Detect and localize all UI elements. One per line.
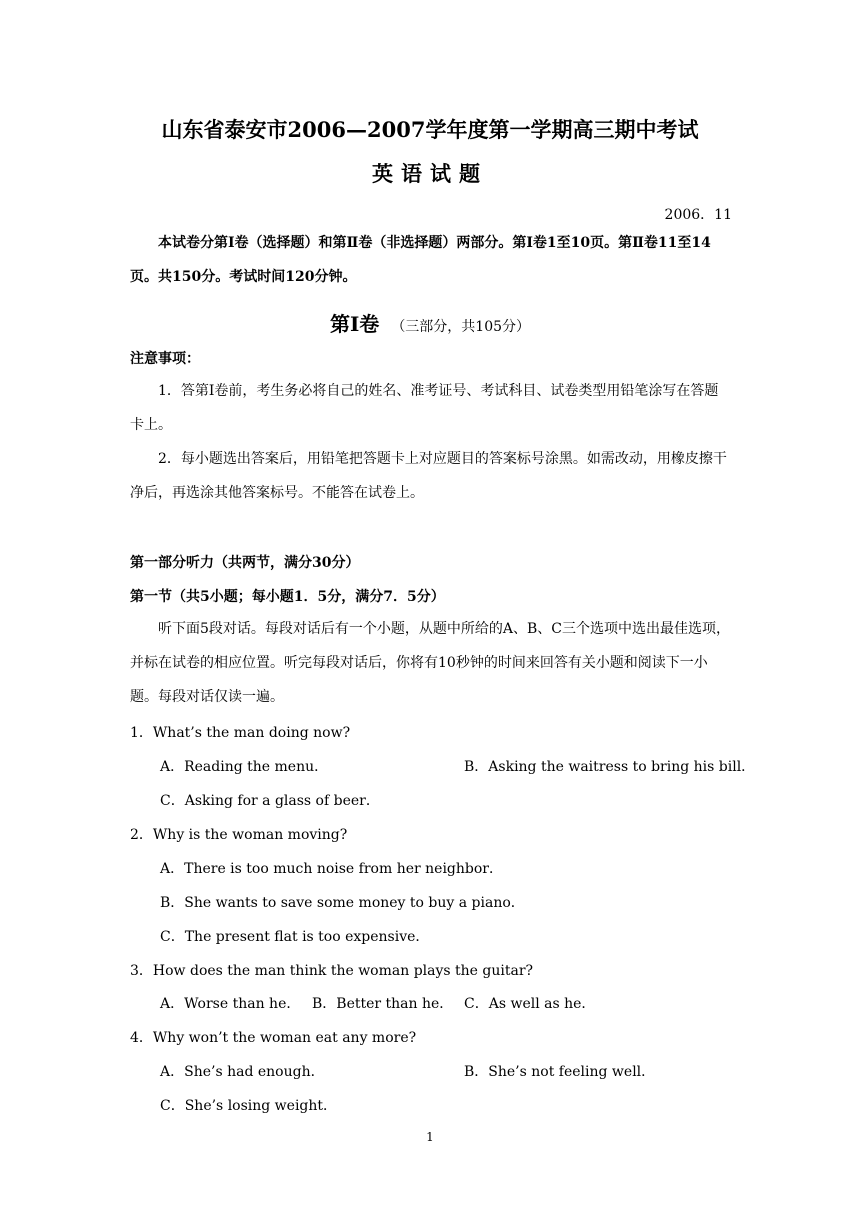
question-2-option-c: C．The present flat is too expensive． — [160, 929, 430, 945]
notice-item-1: 1．答第Ⅰ卷前，考生务必将自己的姓名、准考证号、考试科目、试卷类型用铅笔涂写在答题卡上。 — [130, 383, 719, 433]
notice-heading: 注意事项： — [130, 351, 200, 367]
volume-title: 第Ⅰ卷 — [329, 312, 380, 336]
document-title: 山东省泰安市2006—2007学年度第一学期高三期中考试 — [161, 117, 699, 142]
notice-item-2: 2．每小题选出答案后，用铅笔把答题卡上对应题目的答案标号涂黑。如需改动，用橡皮擦干净后，再选涂其他答案标号。不能答在试卷上。 — [130, 451, 727, 501]
question-2: 2．Why is the woman moving? — [130, 827, 348, 843]
question-3-option-b: B．Better than he． — [312, 996, 454, 1012]
question-4: 4．Why won’t the woman eat any more? — [130, 1030, 417, 1046]
listening-instructions: 听下面5段对话。每段对话后有一个小题，从题中所给的A、B、C三个选项中选出最佳选项，并标在试卷的相应位置。听完每段对话后，你将有10秒钟的时间来回答有关小题和阅读下一小题。每段对话仅读一遍。 — [130, 621, 731, 705]
question-3-option-c: C．As well as he． — [464, 996, 596, 1012]
question-4-option-b: B．She’s not feeling well． — [464, 1064, 656, 1080]
question-1-option-b: B．Asking the waitress to bring his bill． — [464, 759, 756, 775]
question-1-option-a: A．Reading the menu． — [160, 759, 329, 775]
question-1-option-c: C．Asking for a glass of beer． — [160, 793, 380, 809]
question-2-option-a: A．There is too much noise from her neighbor． — [160, 861, 503, 877]
question-3: 3．How does the man think the woman plays the guitar? — [130, 963, 534, 979]
volume-note: （三部分，共105分） — [391, 319, 531, 335]
question-3-option-a: A．Worse than he． — [160, 996, 301, 1012]
question-2-option-b: B．She wants to save some money to buy a piano． — [160, 895, 525, 911]
question-4-option-c: C．She’s losing weight． — [160, 1098, 338, 1114]
exam-date: 2006．11 — [664, 207, 732, 223]
volume-heading — [0, 308, 860, 337]
section1-heading: 第一节（共5小题；每小题1．5分，满分7．5分） — [130, 589, 445, 605]
document-subtitle: 英语试题 — [372, 161, 488, 186]
part1-heading: 第一部分听力（共两节，满分30分） — [130, 555, 360, 571]
question-4-option-a: A．She’s had enough． — [160, 1064, 325, 1080]
question-1: 1．What’s the man doing now? — [130, 725, 351, 741]
intro-paragraph: 本试卷分第Ⅰ卷（选择题）和第Ⅱ卷（非选择题）两部分。第Ⅰ卷1至10页。第Ⅱ卷11至14页。共150分。考试时间120分钟。 — [130, 235, 711, 285]
page-number: 1 — [426, 1130, 434, 1144]
